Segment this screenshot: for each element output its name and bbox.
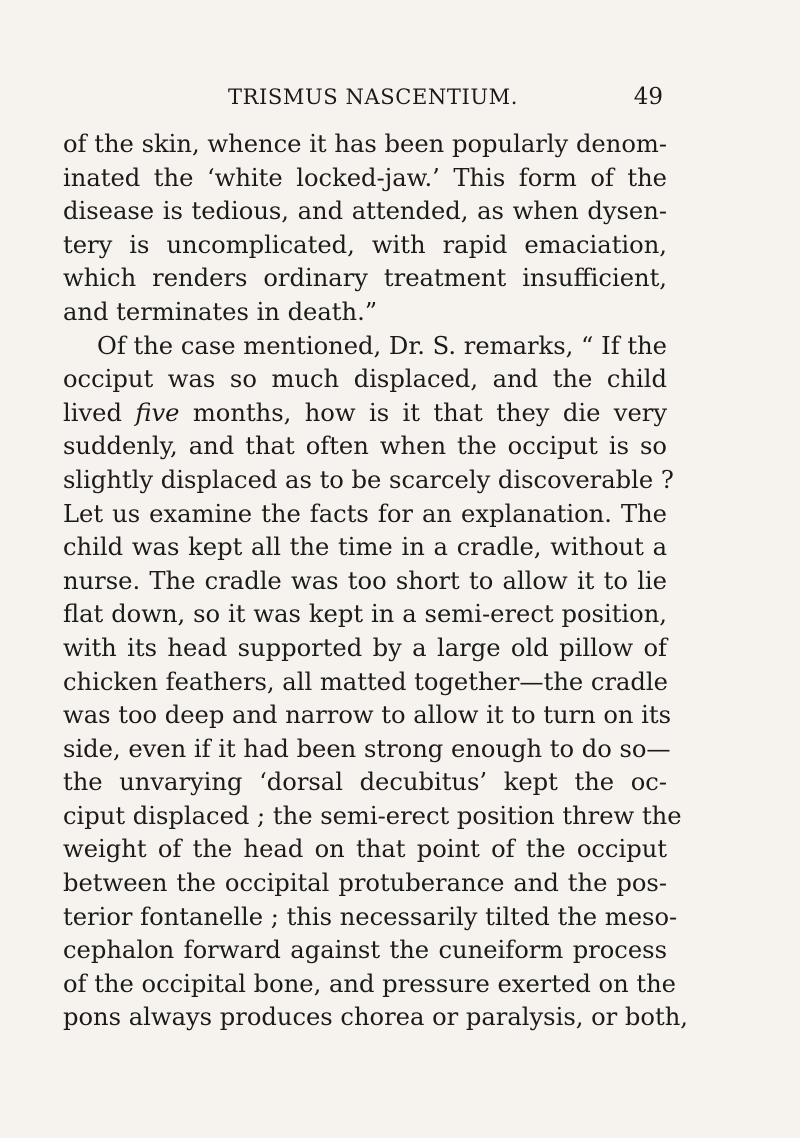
text-line: Of the case mentioned, Dr. S. remarks, “ If the: [97, 331, 667, 360]
text-line: flat down, so it was kept in a semi-erect position,: [63, 600, 667, 629]
text-line: child was kept all the time in a cradle, without a: [63, 533, 667, 562]
text-line: the unvarying ‘dorsal decubitus’ kept the oc-: [63, 768, 667, 797]
text-line: tery is uncomplicated, with rapid emaciation,: [63, 230, 667, 259]
text-line: slightly displaced as to be scarcely discoverable ?: [63, 465, 674, 494]
text-line: cephalon forward against the cuneiform process: [63, 936, 667, 965]
italic-emphasis: five: [135, 398, 180, 427]
text-line: with its head supported by a large old pillow of: [63, 633, 667, 662]
text-line: of the skin, whence it has been popularly denom-: [63, 130, 667, 158]
text-line: Let us examine the facts for an explanation. The: [63, 499, 667, 528]
text-line: occiput was so much displaced, and the child: [63, 365, 667, 394]
text-line: weight of the head on that point of the occiput: [63, 835, 667, 864]
text-line: of the occipital bone, and pressure exerted on the: [63, 969, 676, 998]
text-line: nurse. The cradle was too short to allow it to lie: [63, 566, 667, 595]
text-line: disease is tedious, and attended, as when dysen-: [63, 197, 667, 226]
text-line: chicken feathers, all matted together—the cradle: [63, 667, 668, 696]
text-line: and terminates in death.”: [63, 297, 378, 326]
body-text: [63, 128, 688, 1035]
text-line: [63, 397, 667, 431]
text-line: ciput displaced ; the semi-erect position threw the: [63, 801, 682, 830]
text-line: which renders ordinary treatment insufficient,: [63, 264, 667, 293]
page-number: 49: [633, 84, 663, 110]
text-fragment: months, how is it that they die very: [179, 398, 668, 427]
text-line: side, even if it had been strong enough to do so—: [63, 734, 671, 763]
text-line: was too deep and narrow to allow it to turn on its: [63, 701, 672, 730]
text-fragment: lived: [63, 398, 136, 427]
text-line: between the occipital protuberance and the pos-: [63, 869, 667, 898]
text-line: terior fontanelle ; this necessarily tilted the meso-: [63, 902, 678, 931]
running-title: TRISMUS NASCENTIUM.: [228, 85, 519, 109]
text-line: pons always produces chorea or paralysis, or both,: [63, 1003, 688, 1032]
running-head: [63, 80, 663, 114]
text-line: inated the ‘white locked-jaw.’ This form of the: [63, 163, 667, 192]
text-line: suddenly, and that often when the occiput is so: [63, 432, 667, 461]
